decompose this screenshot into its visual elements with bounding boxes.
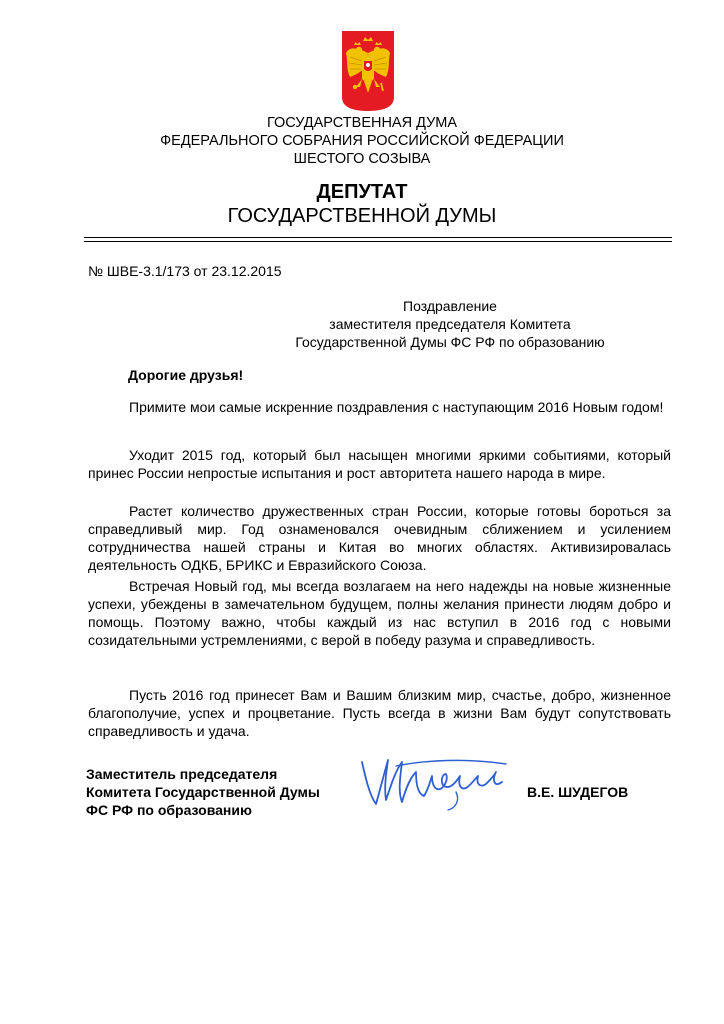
letterhead-subtitle: ГОСУДАРСТВЕННОЙ ДУМЫ <box>227 205 497 227</box>
position-line1: Заместитель председателя <box>86 766 278 782</box>
position-line3: ФС РФ по образованию <box>86 802 252 818</box>
signatory-position <box>86 765 320 819</box>
double-headed-eagle-icon <box>342 31 394 111</box>
greeting: Дорогие друзья! <box>128 367 244 383</box>
parliament-name-line2: ФЕДЕРАЛЬНОГО СОБРАНИЯ РОССИЙСКОЙ ФЕДЕРАЦИИ <box>160 133 564 149</box>
signature-icon <box>356 752 512 814</box>
body-paragraph-5: Пусть 2016 год принесет Вам и Вашим близким мир, счастье, добро, жизненное благополучие, успех и процветание. Пусть всегда в жизни Вам будут сопутствовать справедливость и удача. <box>88 687 671 739</box>
subject-line3: Государственной Думы ФС РФ по образованию <box>295 334 605 350</box>
letterhead-title: ДЕПУТАТ <box>316 181 408 203</box>
handwritten-signature <box>356 752 512 814</box>
body-paragraph-1: Примите мои самые искренние поздравления с наступающим 2016 Новым годом! <box>129 399 664 415</box>
coat-of-arms-emblem <box>342 31 394 111</box>
body-paragraph-2: Уходит 2015 год, который был насыщен многими яркими событиями, который принес России непростые испытания и рост авторитета нашего народа в мире. <box>88 447 671 481</box>
document-subject <box>230 297 670 351</box>
position-line2: Комитета Государственной Думы <box>86 784 320 800</box>
subject-line2: заместителя председателя Комитета <box>329 316 571 332</box>
subject-line1: Поздравление <box>403 298 497 314</box>
signatory-name: В.Е. ШУДЕГОВ <box>527 784 629 800</box>
header-divider-top <box>84 237 672 238</box>
body-paragraph-4: Встречая Новый год, мы всегда возлагаем на него надежды на новые жизненные успехи, убеждены в замечательном будущем, полны желания принести людям добро и помощь. Поэтому важно, чтобы каждый из нас вступил в 2016 год с новыми созидательными устремлениями, с верой в победу разума и справедливость. <box>88 578 671 648</box>
parliament-name-line1: ГОСУДАРСТВЕННАЯ ДУМА <box>266 115 458 131</box>
body-paragraph-3: Растет количество дружественных стран России, которые готовы бороться за справедливый мир. Год ознаменовался очевидным сближением и усилением сотрудничества нашей страны и Китая во многих областях. Активизировалась деятельность ОДКБ, БРИКС и Евразийского Союза. <box>88 503 671 573</box>
header-divider-bottom <box>84 241 672 242</box>
registration-number: № ШВЕ-3.1/173 от 23.12.2015 <box>88 263 282 279</box>
convocation-line: ШЕСТОГО СОЗЫВА <box>293 151 431 167</box>
